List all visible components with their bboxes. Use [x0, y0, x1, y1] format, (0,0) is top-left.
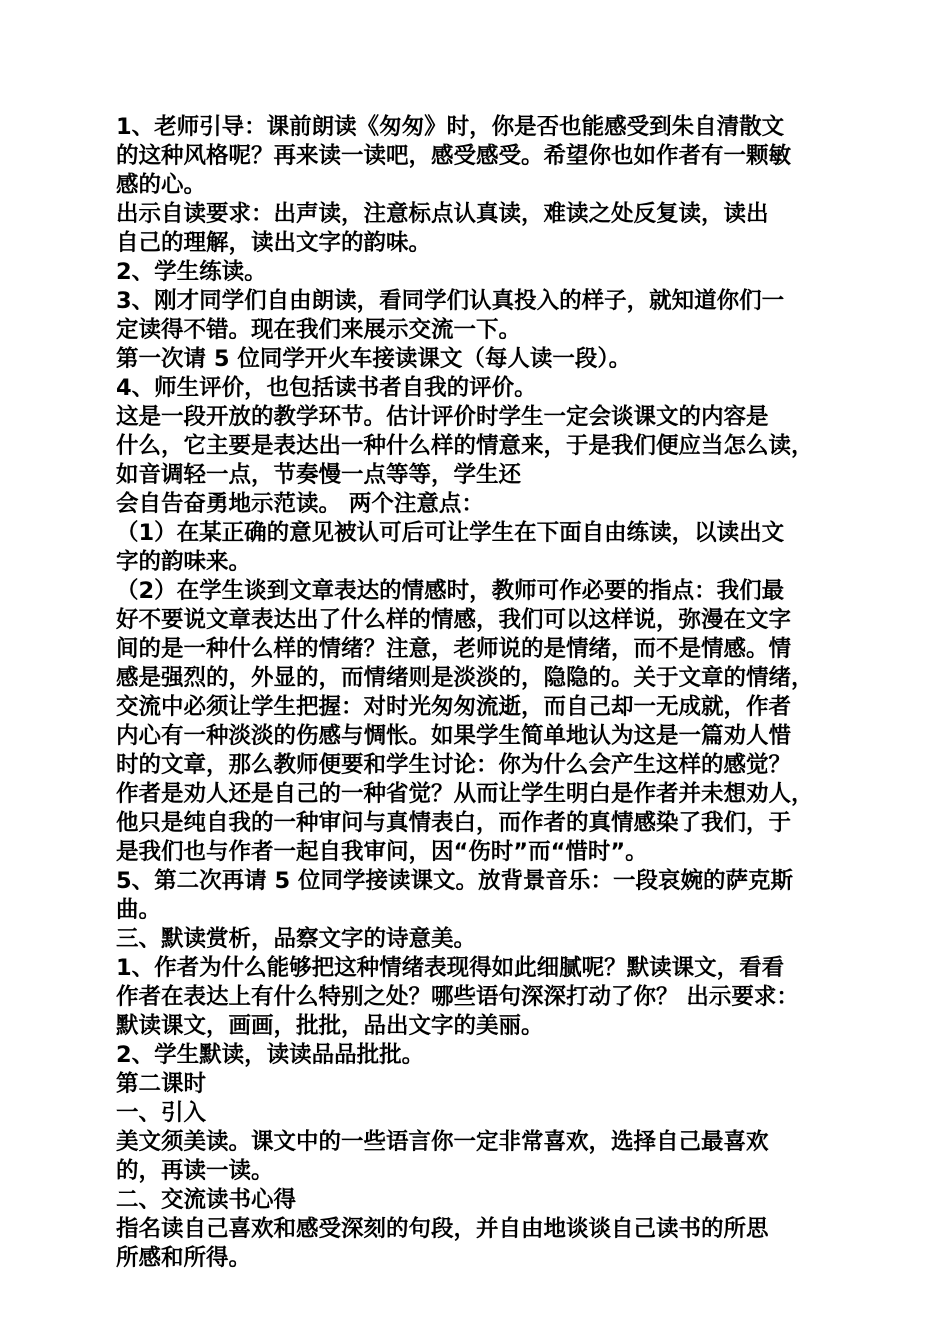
- text-line: 3、刚才同学们自由朗读，看同学们认真投入的样子，就知道你们一: [116, 288, 785, 314]
- text-line: 第二课时: [116, 1071, 207, 1097]
- text-line: 间的是一种什么样的情绪？注意，老师说的是情绪，而不是情感。情: [116, 636, 792, 662]
- text-line: 什么，它主要是表达出一种什么样的情意来，于是我们便应当怎么读，: [116, 433, 814, 459]
- text-line: 这是一段开放的教学环节。估计评价时学生一定会谈课文的内容是: [116, 404, 769, 430]
- text-line: 他只是纯自我的一种审问与真情表白，而作者的真情感染了我们，于: [116, 810, 792, 836]
- text-line: 4、师生评价，也包括读书者自我的评价。: [116, 375, 537, 401]
- text-line: 作者在表达上有什么特别之处？哪些语句深深打动了你？ 出示要求：: [116, 984, 799, 1010]
- text-line: 美文须美读。课文中的一些语言你一定非常喜欢，选择自己最喜欢: [116, 1129, 769, 1155]
- text-line: 的，再读一读。: [116, 1158, 274, 1184]
- text-line: 时的文章，那么教师便要和学生讨论：你为什么会产生这样的感觉？: [116, 752, 792, 778]
- text-line: 指名读自己喜欢和感受深刻的句段，并自由地谈谈自己读书的所思: [116, 1216, 769, 1242]
- text-line: 第一次请 5 位同学开火车接读课文（每人读一段）。: [116, 346, 632, 372]
- text-line: 的这种风格呢？再来读一读吧，感受感受。希望你也如作者有一颗敏: [116, 143, 792, 169]
- text-line: 感是强烈的，外显的，而情绪则是淡淡的，隐隐的。关于文章的情绪，: [116, 665, 814, 691]
- text-line: 作者是劝人还是自己的一种省觉？从而让学生明白是作者并未想劝人，: [116, 781, 814, 807]
- text-line: （2）在学生谈到文章表达的情感时，教师可作必要的指点：我们最: [116, 578, 785, 604]
- text-line: 所感和所得。: [116, 1245, 252, 1271]
- text-line: 字的韵味来。: [116, 549, 252, 575]
- text-line: 2、学生默读，读读品品批批。: [116, 1042, 425, 1068]
- text-line: 2、学生练读。: [116, 259, 267, 285]
- text-line: 感的心。: [116, 172, 207, 198]
- text-line: 内心有一种淡淡的伤感与惆怅。如果学生简单地认为这是一篇劝人惜: [116, 723, 792, 749]
- text-line: 定读得不错。现在我们来展示交流一下。: [116, 317, 522, 343]
- text-line: 三、默读赏析，品察文字的诗意美。: [116, 926, 477, 952]
- text-line: 如音调轻一点，节奏慢一点等等，学生还: [116, 462, 522, 488]
- document-body: [116, 113, 846, 1273]
- text-line: 自己的理解，读出文字的韵味。: [116, 230, 432, 256]
- text-line: 5、第二次再请 5 位同学接读课文。放背景音乐：一段哀婉的萨克斯: [116, 868, 793, 894]
- text-line: 默读课文，画画，批批，品出文字的美丽。: [116, 1013, 544, 1039]
- text-line: 好不要说文章表达出了什么样的情感，我们可以这样说，弥漫在文字: [116, 607, 792, 633]
- text-line: 是我们也与作者一起自我审问，因“伤时”而“惜时”。: [116, 839, 648, 865]
- text-line: 出示自读要求：出声读，注意标点认真读，难读之处反复读，读出: [116, 201, 769, 227]
- text-line: 一、引入: [116, 1100, 207, 1126]
- text-line: 二、交流读书心得: [116, 1187, 297, 1213]
- text-line: 交流中必须让学生把握：对时光匆匆流逝，而自己却一无成就，作者: [116, 694, 792, 720]
- text-line: 1、老师引导：课前朗读《匆匆》时，你是否也能感受到朱自清散文: [116, 114, 785, 140]
- text-line: 会自告奋勇地示范读。 两个注意点：: [116, 491, 484, 517]
- text-line: 1、作者为什么能够把这种情绪表现得如此细腻呢？默读课文，看看: [116, 955, 785, 981]
- text-line: 曲。: [116, 897, 162, 923]
- text-line: （1）在某正确的意见被认可后可让学生在下面自由练读，以读出文: [116, 520, 785, 546]
